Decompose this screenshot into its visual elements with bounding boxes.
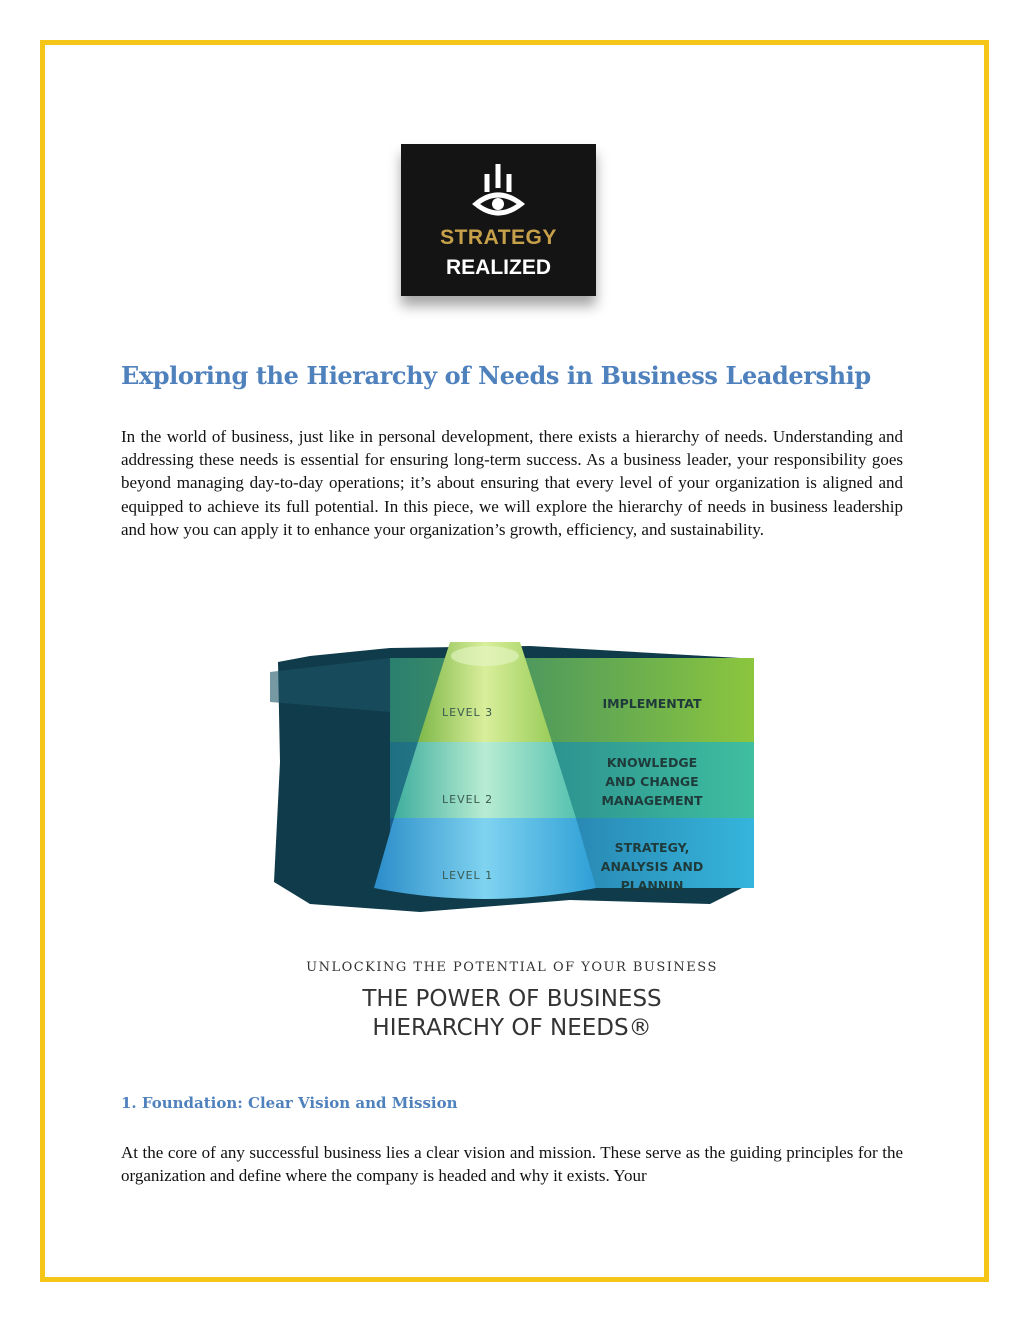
- level-3-label: LEVEL 3: [442, 706, 494, 719]
- eye-tower-icon: [401, 144, 596, 234]
- page-title: Exploring the Hierarchy of Needs in Business Leadership: [121, 361, 871, 390]
- band-label-strategy-3: PLANNIN: [620, 878, 684, 893]
- logo-text-strategy: STRATEGY: [440, 226, 557, 249]
- band-label-knowledge-2: AND CHANGE: [605, 774, 699, 789]
- band-label-implementation: IMPLEMENTAT: [602, 696, 702, 711]
- figure-caption-line-1: THE POWER OF BUSINESS: [362, 986, 662, 1012]
- figure-caption-title: [270, 985, 754, 1043]
- logo-text-realized: REALIZED: [446, 256, 551, 279]
- figure-caption-line-2: HIERARCHY OF NEEDS®: [372, 1015, 652, 1041]
- band-label-knowledge-1: KNOWLEDGE: [606, 755, 698, 770]
- section-1-heading: 1. Foundation: Clear Vision and Mission: [121, 1094, 458, 1112]
- intro-paragraph: In the world of business, just like in personal development, there exists a hierarchy of needs. Understanding and addressing these needs is essential for ensuring long-term success. As a business leader, your responsibility goes beyond managing day-to-day operations; it’s about ensuring that every level of your organization is aligned and equipped to achieve its full potential. In this piece, we will explore the hierarchy of needs in business leadership and how you can apply it to enhance your organization’s growth, efficiency, and sustainability.: [121, 427, 903, 539]
- level-1-label: LEVEL 1: [442, 869, 494, 882]
- band-label-strategy-1: STRATEGY,: [614, 840, 690, 855]
- band-label-strategy-2: ANALYSIS AND: [600, 859, 704, 874]
- figure-caption-kicker: UNLOCKING THE POTENTIAL OF YOUR BUSINESS: [306, 960, 718, 975]
- strategy-realized-logo: [401, 144, 596, 296]
- cone-level-2: [394, 742, 576, 818]
- section-1-paragraph: At the core of any successful business lies a clear vision and mission. These serve as the guiding principles for the organization and define where the company is headed and why it exists. Your: [121, 1143, 903, 1186]
- cone-level-1: [374, 818, 596, 899]
- level-2-label: LEVEL 2: [442, 793, 494, 806]
- band-label-knowledge-3: MANAGEMENT: [601, 793, 703, 808]
- hierarchy-figure: [270, 642, 754, 914]
